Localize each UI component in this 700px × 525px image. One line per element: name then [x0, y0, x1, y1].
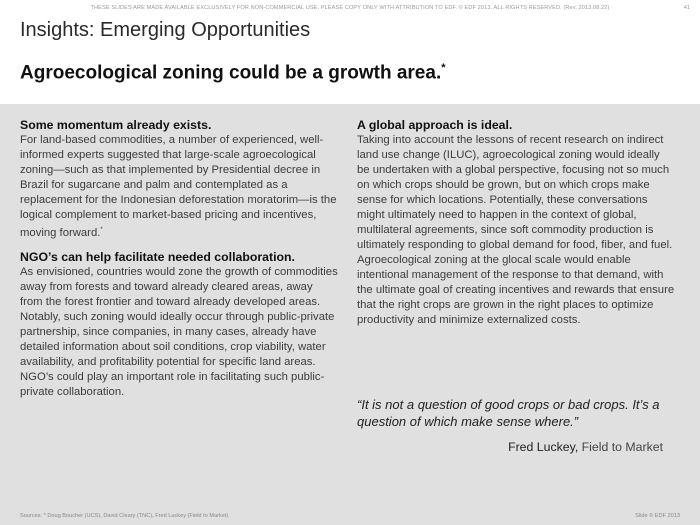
footer-slide-credit: Slide © EDF 2013 [635, 513, 680, 519]
momentum-text: For land-based commodities, a number of experienced, well-informed experts suggested that large-scale agroecological zoning—such as that implemented by Presidential decree in Brazil for sugarcane and palm and contemplated as a replacement for the Indonesian deforestation moratorim—is the logical complement to market-based pricing and incentives, moving forward. [20, 134, 337, 239]
slide-header [0, 0, 700, 104]
left-column [20, 118, 338, 400]
right-column [357, 118, 675, 328]
global-approach-heading: A global approach is ideal. [357, 118, 513, 132]
attribution-name: Fred Luckey, [508, 440, 579, 454]
footer-sources: Sources: * Doug Boucher (UCS), David Cleary (TNC), Fred Luckey (Field to Market) [20, 513, 229, 519]
section-title: Insights: Emerging Opportunities [20, 19, 311, 41]
spacer [20, 241, 338, 250]
content-panel [0, 104, 700, 525]
pull-quote: “It is not a question of good crops or bad crops. It’s a question of which make sense where.” [357, 397, 660, 429]
copyright-notice: THESE SLIDES ARE MADE AVAILABLE EXCLUSIVELY FOR NON-COMMERCIAL USE. PLEASE COPY ONLY WITH ATTRIBUTION TO EDF. © EDF 2013. ALL RIGHTS RESERVED. (Rev. 2013.08.22) [90, 5, 610, 11]
attribution-org: Field to Market [581, 440, 663, 454]
momentum-footnote-mark: * [100, 227, 103, 233]
global-approach-paragraph: Taking into account the lessons of recent research on indirect land use change (ILUC), agroecological zoning would ideally be undertaken with a global perspective, focusing not so much on which crops should be grown, but on which crops make sense for which locations. Potentially, these conversations might ultimately need to happen in the context of global, multilateral agreements, since soft commodity production is ultimately responding to global demand for food, fiber, and fuel. Agroecological zoning at the glocal scale would enable intentional management of the response to that demand, with the ultimate goal of creating incentives and rewards that ensure that the right crops are grown in the right places to optimize productivity and minimize externalized costs. [357, 134, 675, 326]
quote-attribution [508, 440, 663, 454]
collaboration-heading: NGO’s can help facilitate needed collaboration. [20, 249, 295, 264]
page-number: 41 [683, 5, 690, 11]
momentum-heading: Some momentum already exists. [20, 118, 212, 132]
momentum-paragraph [20, 133, 338, 241]
headline-footnote-mark: * [441, 62, 446, 74]
collaboration-paragraph: As envisioned, countries would zone the growth of commodities away from forests and toward already cleared areas, away from the forest frontier and toward already developed areas. Notably, such zoning would ideally occur through public-private partnership, since companies, in many cases, already have detailed information about soil conditions, crop viability, water availability, and profitability potential for specific land areas. NGO’s could play an important role in facilitating such public-private collaboration. [20, 265, 338, 398]
slide-headline [20, 62, 446, 84]
headline-text: Agroecological zoning could be a growth area. [20, 62, 442, 84]
